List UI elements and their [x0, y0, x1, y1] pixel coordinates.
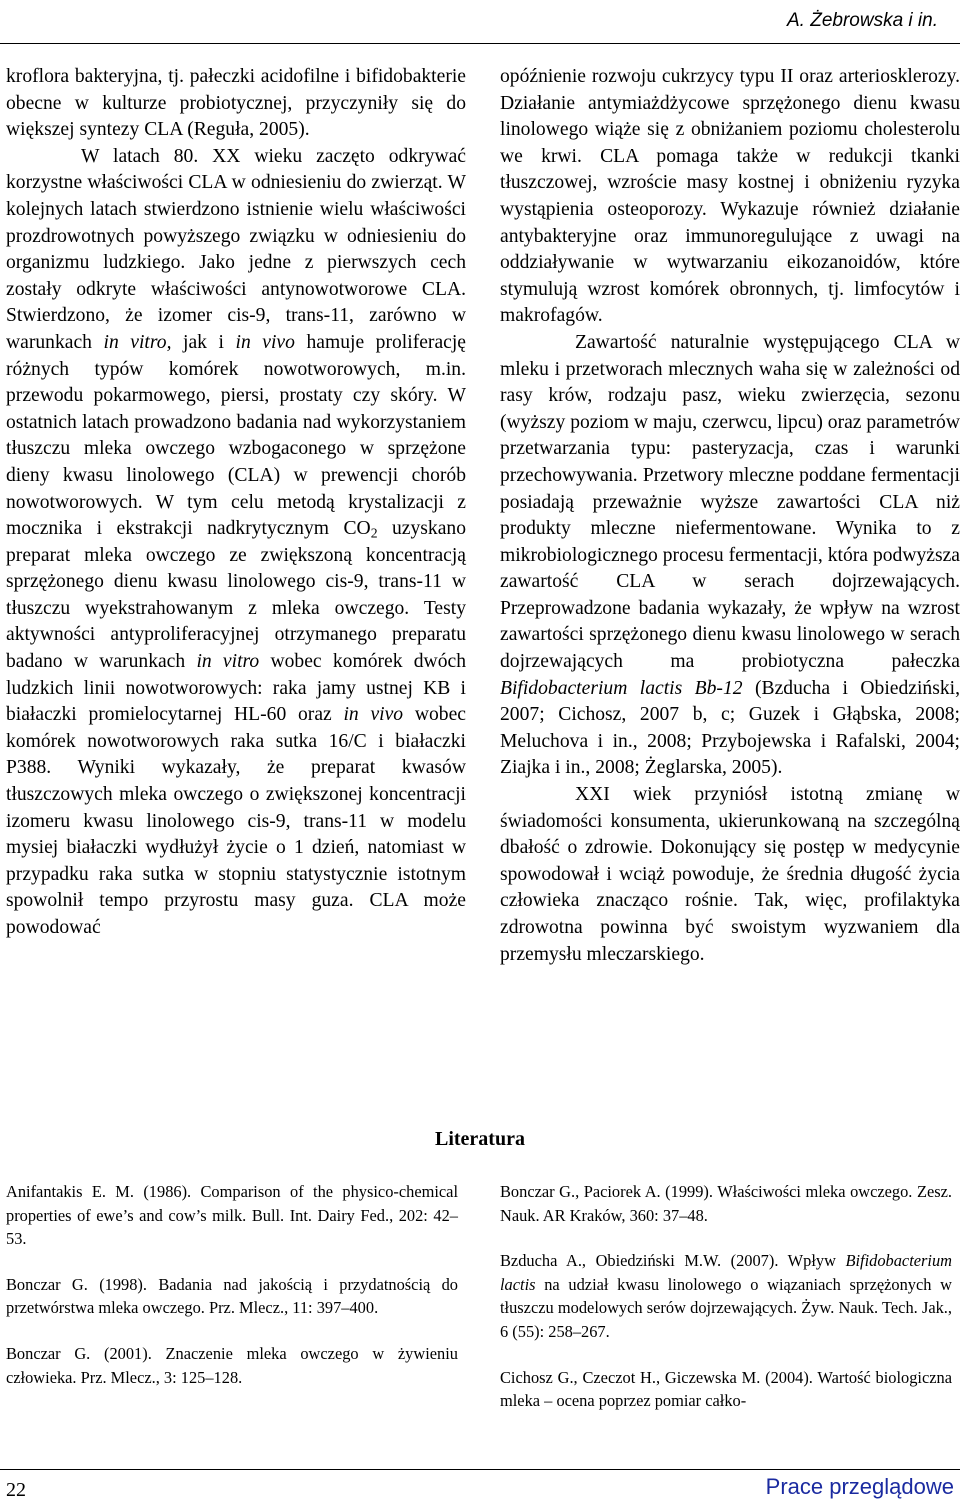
- paragraph: [500, 64, 960, 330]
- text-run: jak i: [171, 331, 236, 353]
- references-left-column: [6, 1180, 458, 1411]
- section-title: Prace przeglądowe: [765, 1474, 954, 1499]
- text-run: na udział kwasu linolowego o wiązaniach sprzężonych w tłuszczu modelowych serów dojrzewających. Żyw. Nauk. Tech. Jak., 6 (55): 258–267.: [500, 1274, 952, 1341]
- text-run: Bonczar G., Paciorek A. (1999). Właściwości mleka owczego. Zesz. Nauk. AR Kraków, 360: 37–48.: [500, 1182, 952, 1225]
- footer-divider: [0, 1469, 960, 1470]
- reference-entry: [6, 1180, 458, 1251]
- right-text-column: [500, 64, 960, 968]
- text-run: Bzducha A., Obiedziński M.W. (2007). Wpływ: [500, 1251, 846, 1271]
- text-run: kroflora bakteryjna, tj. pałeczki acidofilne i bifidobakterie obecne w kulturze probiotycznej, przyczyniły się do większej syntezy CLA (Reguła, 2005).: [6, 66, 466, 141]
- page-number: 22: [6, 1479, 26, 1501]
- text-run: W latach 80. XX wieku zaczęto odkrywać korzystne właściwości CLA w odniesieniu do zwierząt. W kolejnych latach stwierdzono istnienie wielu właściwości prozdrowotnych powyższego związku w odniesieniu do organizmu ludzkiego. Jako jedne z pierwszych cech zostały odkryte właściwości antynowotworowe CLA. Stwierdzono, że izomer cis-9, trans-11, zarówno w warunkach: [6, 145, 466, 353]
- text-run: wobec komórek dwóch ludzkich linii nowotworowych: raka jamy ustnej KB i białaczki promielocytarnej HL-60 oraz: [6, 651, 466, 726]
- italic-text: Bifidobacterium lactis Bb-12: [500, 677, 743, 699]
- italic-text: Bifidobacterium lactis: [500, 1251, 952, 1294]
- text-run: Zawartość naturalnie występującego CLA w mleku i przetworach mlecznych waha się w zależności od rasy krów, rodzaju pasz, wieku zwierzęcia, sezonu (wyższy poziom w maju, czerwcu, lipcu) oraz parametrów przetwarzania typu: pasteryzacja, czas i warunki przechowywania. Przetwory mleczne poddane fermentacji posiadają przeważnie wyższe zawartości CLA niż produkty mleczne niefermentowane. Wynika to z mikrobiologicznego procesu fermentacji, która podwyższa zawartość CLA w serach dojrzewających. Przeprowadzone badania wykazały, że wpływ na wzrost zawartości sprzężonego dienu kwasu linolowego w serach dojrzewających ma probiotyczna pałeczka: [500, 331, 960, 673]
- text-run: Bonczar G. (1998). Badania nad jakością i przydatnością do przetwórstwa mleka owczego. Prz. Mlecz., 11: 397–400.: [6, 1274, 458, 1318]
- subscript: 2: [370, 525, 378, 541]
- running-header-author: A. Żebrowska i in.: [787, 10, 938, 31]
- text-run: uzyskano preparat mleka owczego ze zwiększoną koncentracją sprzężonego dienu kwasu linolowego cis-9, trans-11 w tłuszczu wyekstrahowanym z mleka owczego. Testy aktywności antyproliferacyjnej otrzymanego preparatu badano w warunkach: [6, 518, 467, 673]
- text-run: hamuje proliferację różnych typów komórek nowotworowych, m.in. przewodu pokarmowego, piersi, prostaty czy skóry. W ostatnich latach prowadzono badania nad wykorzystaniem tłuszczu mleka owczego wzbogaconego w sprzężone dieny kwasu linolowego (CLA) w prewencji chorób nowotworowych. W tym celu metodą krystalizacji z mocznika i ekstrakcji nadkrytycznym CO: [6, 331, 466, 540]
- italic-text: in vivo: [343, 704, 404, 726]
- italic-text: in vitro: [196, 651, 260, 673]
- header-divider: [0, 43, 960, 44]
- text-run: Anifantakis E. M. (1986). Comparison of the physico-chemical properties of ewe’s and cow’s milk. Bull. Int. Dairy Fed., 202: 42–53.: [6, 1182, 458, 1249]
- reference-entry: [500, 1249, 952, 1343]
- left-text-column: [6, 64, 466, 942]
- text-run: Bonczar G. (2001). Znaczenie mleka owczego w żywieniu człowieka. Prz. Mlecz., 3: 125–128.: [6, 1343, 458, 1387]
- text-run: (Bzducha i Obiedziński, 2007; Cichosz, 2007 b, c; Guzek i Głąbska, 2008; Meluchova i in., 2008; Przybojewska i Rafalski, 2004; Ziajka i in., 2008; Żeglarska, 2005).: [500, 677, 960, 779]
- italic-text: in vivo: [235, 331, 295, 353]
- reference-entry: [500, 1366, 952, 1413]
- paragraph: [6, 64, 466, 144]
- literature-heading: Literatura: [435, 1128, 525, 1150]
- text-run: opóźnienie rozwoju cukrzycy typu II oraz arteriosklerozy. Działanie antymiażdżycowe sprzężonego dienu kwasu linolowego wiąże się z obniżaniem poziomu cholesterolu we krwi. CLA pomaga także w redukcji tkanki tłuszczowej, wzroście masy kostnej i obniżeniu ryzyka wystąpienia osteoporozy. Wykazuje również działanie antybakteryjne oraz immunoregulujące z uwagi na oddziaływanie w wytwarzaniu eikozanoidów, które stymulują wzrost komórek obronnych, tj. limfocytów i makrofagów.: [500, 66, 960, 327]
- paragraph: [6, 144, 466, 942]
- paragraph: [500, 330, 960, 782]
- text-run: wobec komórek nowotworowych raka sutka 16/C i białaczki P388. Wyniki wykazały, że preparat kwasów tłuszczowych mleka owczego o zwiększonej koncentracji izomeru kwasu linolowego cis-9, trans-11 w modelu mysiej białaczki wydłużył życie o 1 dzień, natomiast w przypadku raka sutka w stopniu statystycznie istotnym spowolnił tempo przyrostu masy guza. CLA może powodować: [6, 704, 466, 938]
- italic-text: in vitro,: [103, 331, 172, 353]
- text-run: Cichosz G., Czeczot H., Giczewska M. (2004). Wartość biologiczna mleka – ocena poprzez pomiar całko-: [500, 1367, 952, 1411]
- reference-entry: [500, 1180, 952, 1227]
- text-run: XXI wiek przyniósł istotną zmianę w świadomości konsumenta, ukierunkowaną na szczególną dbałość o zdrowie. Dokonujący się postęp w medycynie spowodował i wciąż powoduje, że średnia długość życia człowieka znacząco rośnie. Tak, więc, profilaktyka zdrowotna powinna być swoistym wyzwaniem dla przemysłu mleczarskiego.: [500, 784, 960, 965]
- reference-entry: [6, 1273, 458, 1320]
- references-right-column: [500, 1180, 952, 1435]
- paragraph: [500, 782, 960, 968]
- reference-entry: [6, 1342, 458, 1389]
